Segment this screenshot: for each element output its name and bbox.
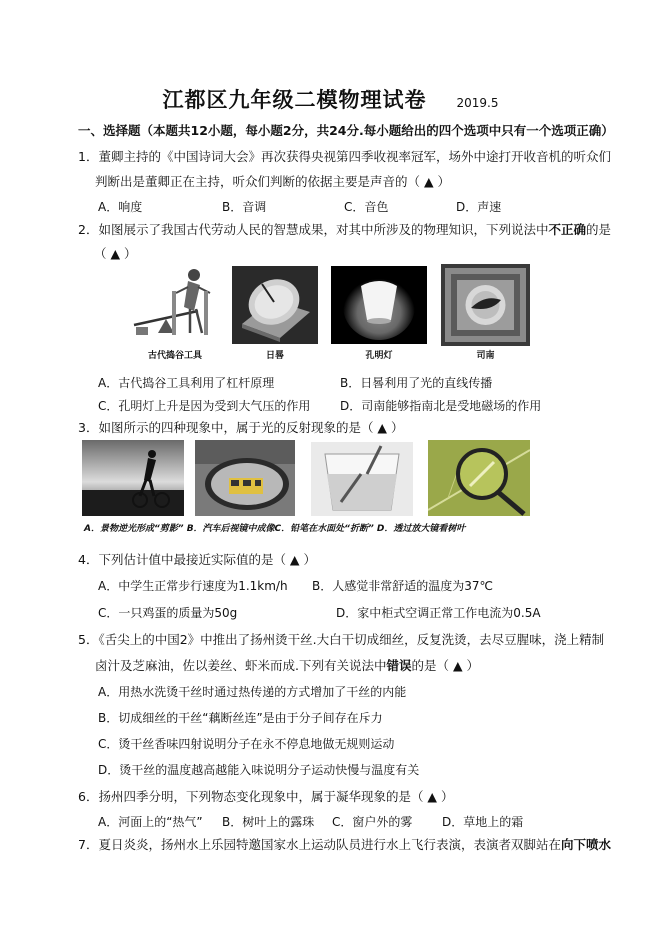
q2-caption-3: 孔明灯 xyxy=(365,351,393,361)
q5-option-d: D．烫干丝的温度越高越能入味说明分子运动快慢与温度有关 xyxy=(98,763,420,777)
q4-option-a: A．中学生正常步行速度为1.1km/h xyxy=(98,579,288,593)
q7-stem-line1 xyxy=(78,835,611,853)
q2-stem-text: 2．如图展示了我国古代劳动人民的智慧成果，对其中所涉及的物理知识，下列说法中 xyxy=(78,222,549,237)
q2-stem-line2: （ ▲ ） xyxy=(94,246,137,261)
q7-stem-text: 7．夏日炎炎，扬州水上乐园特邀国家水上运动队员进行水上飞行表演，表演者双脚站在 xyxy=(78,837,561,852)
exam-title: 江都区九年级二模物理试卷 xyxy=(162,87,427,112)
q4-option-c: C．一只鸡蛋的质量为50g xyxy=(98,606,238,620)
pencil-in-water-image xyxy=(311,442,413,516)
q2-caption-2: 日晷 xyxy=(265,351,284,361)
silhouette-image xyxy=(82,440,184,516)
q2-stem-line1 xyxy=(78,220,611,238)
q3-stem: 3．如图所示的四种现象中，属于光的反射现象的是（ ▲ ） xyxy=(78,420,404,435)
q5-option-c: C．烫干丝香味四射说明分子在永不停息地做无规则运动 xyxy=(98,737,395,751)
q6-stem: 6．扬州四季分明，下列物态变化现象中，属于凝华现象的是（ ▲ ） xyxy=(78,789,454,804)
q5-stem-tail: 的是（ ▲ ） xyxy=(411,658,480,673)
sundial-image xyxy=(232,266,318,344)
q2-option-d: D．司南能够指南北是受地磁场的作用 xyxy=(340,399,542,413)
q2-keyword: 不正确 xyxy=(548,222,586,237)
q7-keyword: 向下喷水 xyxy=(560,837,611,852)
q2-caption-4: 司南 xyxy=(476,351,495,361)
q5-stem-text: 卤汁及芝麻油，佐以姜丝、虾米而成.下列有关说法中 xyxy=(95,658,387,673)
q2-option-b: B．日晷利用了光的直线传播 xyxy=(340,376,493,390)
q2-option-a: A．古代捣谷工具利用了杠杆原理 xyxy=(98,376,275,390)
sky-lantern-image xyxy=(331,266,427,344)
q1-option-c: C．音色 xyxy=(344,200,389,214)
pounding-tool-image xyxy=(128,263,222,347)
q5-option-a: A．用热水洗烫干丝时通过热传递的方式增加了干丝的内能 xyxy=(98,685,407,699)
section-heading: 一、选择题（本题共12小题，每小题2分，共24分.每小题给出的四个选项中只有一个选项正确） xyxy=(78,123,614,138)
q3-caption: A．景物逆光形成“剪影” B．汽车后视镜中成像C．铅笔在水面处“折断” D．透过放大镜看树叶 xyxy=(84,524,466,534)
q5-stem-line2 xyxy=(95,656,479,674)
q6-option-d: D．草地上的霜 xyxy=(442,815,524,829)
q4-stem: 4．下列估计值中最接近实际值的是（ ▲ ） xyxy=(78,552,317,567)
q6-option-c: C．窗户外的雾 xyxy=(332,815,413,829)
q6-option-b: B．树叶上的露珠 xyxy=(222,815,315,829)
q1-option-a: A．响度 xyxy=(98,200,143,214)
q1-stem-line1: 1．董卿主持的《中国诗词大会》再次获得央视第四季收视率冠军，场外中途打开收音机的听众们 xyxy=(78,149,611,164)
q2-option-c: C．孔明灯上升是因为受到大气压的作用 xyxy=(98,399,311,413)
page-title xyxy=(0,84,661,114)
q4-option-d: D．家中柜式空调正常工作电流为0.5A xyxy=(336,606,541,620)
q1-option-b: B．音调 xyxy=(222,200,267,214)
exam-date: 2019.5 xyxy=(456,96,499,110)
q2-caption-1: 古代捣谷工具 xyxy=(147,351,202,361)
q5-stem-line1: 5．《舌尖上的中国2》中推出了扬州烫干丝.大白干切成细丝，反复洗烫，去尽豆腥味，浇上精制 xyxy=(78,632,605,647)
magnifier-leaf-image xyxy=(428,440,530,516)
q2-stem-tail: 的是 xyxy=(585,222,611,237)
q4-option-b: B．人感觉非常舒适的温度为37℃ xyxy=(312,579,493,593)
q1-option-d: D．声速 xyxy=(456,200,502,214)
q1-stem-line2: 判断出是董卿正在主持，听众们判断的依据主要是声音的（ ▲ ） xyxy=(95,174,451,189)
rearview-mirror-image xyxy=(195,440,295,516)
compass-sinan-image xyxy=(441,264,530,346)
q5-keyword: 错误 xyxy=(386,658,412,673)
q6-option-a: A．河面上的“热气” xyxy=(98,815,203,829)
q5-option-b: B．切成细丝的干丝“藕断丝连”是由于分子间存在斥力 xyxy=(98,711,383,725)
